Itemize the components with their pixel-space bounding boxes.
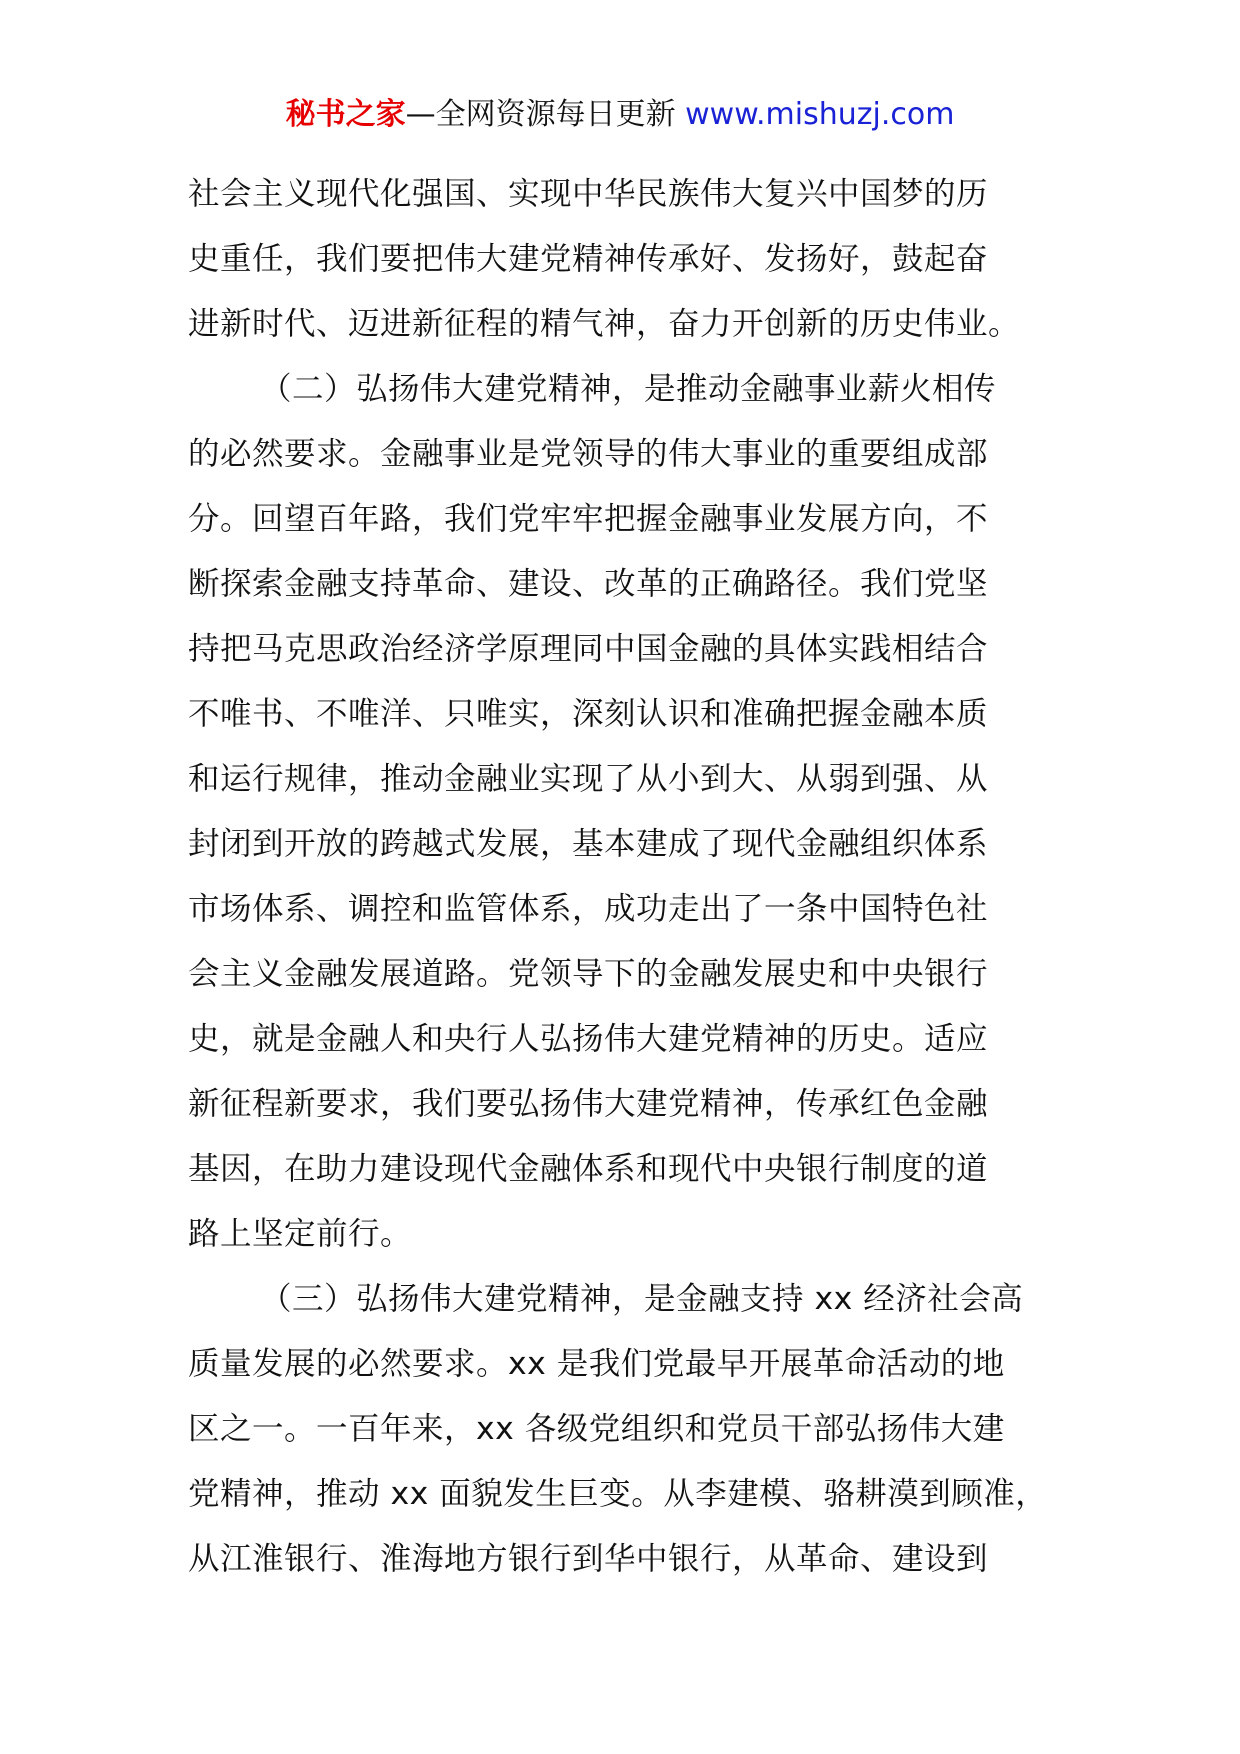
section-heading-line: （二）弘扬伟大建党精神，是推动金融事业薪火相传: [260, 371, 997, 407]
text-line: 封闭到开放的跨越式发展，基本建成了现代金融组织体系: [188, 826, 989, 862]
text-line: 断探索金融支持革命、建设、改革的正确路径。我们党坚: [188, 566, 989, 602]
section-heading-line: （三）弘扬伟大建党精神，是金融支持 xx 经济社会高: [260, 1281, 1024, 1317]
site-url-link[interactable]: www.mishuzj.com: [685, 97, 955, 132]
site-header: [0, 90, 1240, 140]
text-line: 基因，在助力建设现代金融体系和现代中央银行制度的道: [188, 1151, 989, 1187]
text-line: 市场体系、调控和监管体系，成功走出了一条中国特色社: [188, 891, 989, 927]
text-line: 史重任，我们要把伟大建党精神传承好、发扬好，鼓起奋: [188, 241, 989, 277]
text-line: 路上坚定前行。: [188, 1216, 413, 1252]
text-line: 从江淮银行、淮海地方银行到华中银行，从革命、建设到: [188, 1541, 989, 1577]
text-line: 党精神，推动 xx 面貌发生巨变。从李建模、骆耕漠到顾准，: [188, 1476, 1048, 1512]
text-line: 社会主义现代化强国、实现中华民族伟大复兴中国梦的历: [188, 176, 989, 212]
text-line: 持把马克思政治经济学原理同中国金融的具体实践相结合: [188, 631, 989, 667]
text-line: 区之一。一百年来，xx 各级党组织和党员干部弘扬伟大建: [188, 1411, 1005, 1447]
text-line: 会主义金融发展道路。党领导下的金融发展史和中央银行: [188, 956, 989, 992]
text-line: 的必然要求。金融事业是党领导的伟大事业的重要组成部: [188, 436, 989, 472]
document-body: [188, 162, 1088, 1592]
text-line: 史，就是金融人和央行人弘扬伟大建党精神的历史。适应: [188, 1021, 989, 1057]
text-line: 和运行规律，推动金融业实现了从小到大、从弱到强、从: [188, 761, 989, 797]
text-line: 分。回望百年路，我们党牢牢把握金融事业发展方向，不: [188, 501, 989, 537]
site-brand: 秘书之家: [285, 97, 406, 132]
text-line: 进新时代、迈进新征程的精气神，奋力开创新的历史伟业。: [188, 306, 1021, 342]
site-tagline: —全网资源每日更新: [405, 97, 686, 132]
text-line: 不唯书、不唯洋、只唯实，深刻认识和准确把握金融本质: [188, 696, 989, 732]
text-line: 质量发展的必然要求。xx 是我们党最早开展革命活动的地: [188, 1346, 1005, 1382]
text-line: 新征程新要求，我们要弘扬伟大建党精神，传承红色金融: [188, 1086, 989, 1122]
